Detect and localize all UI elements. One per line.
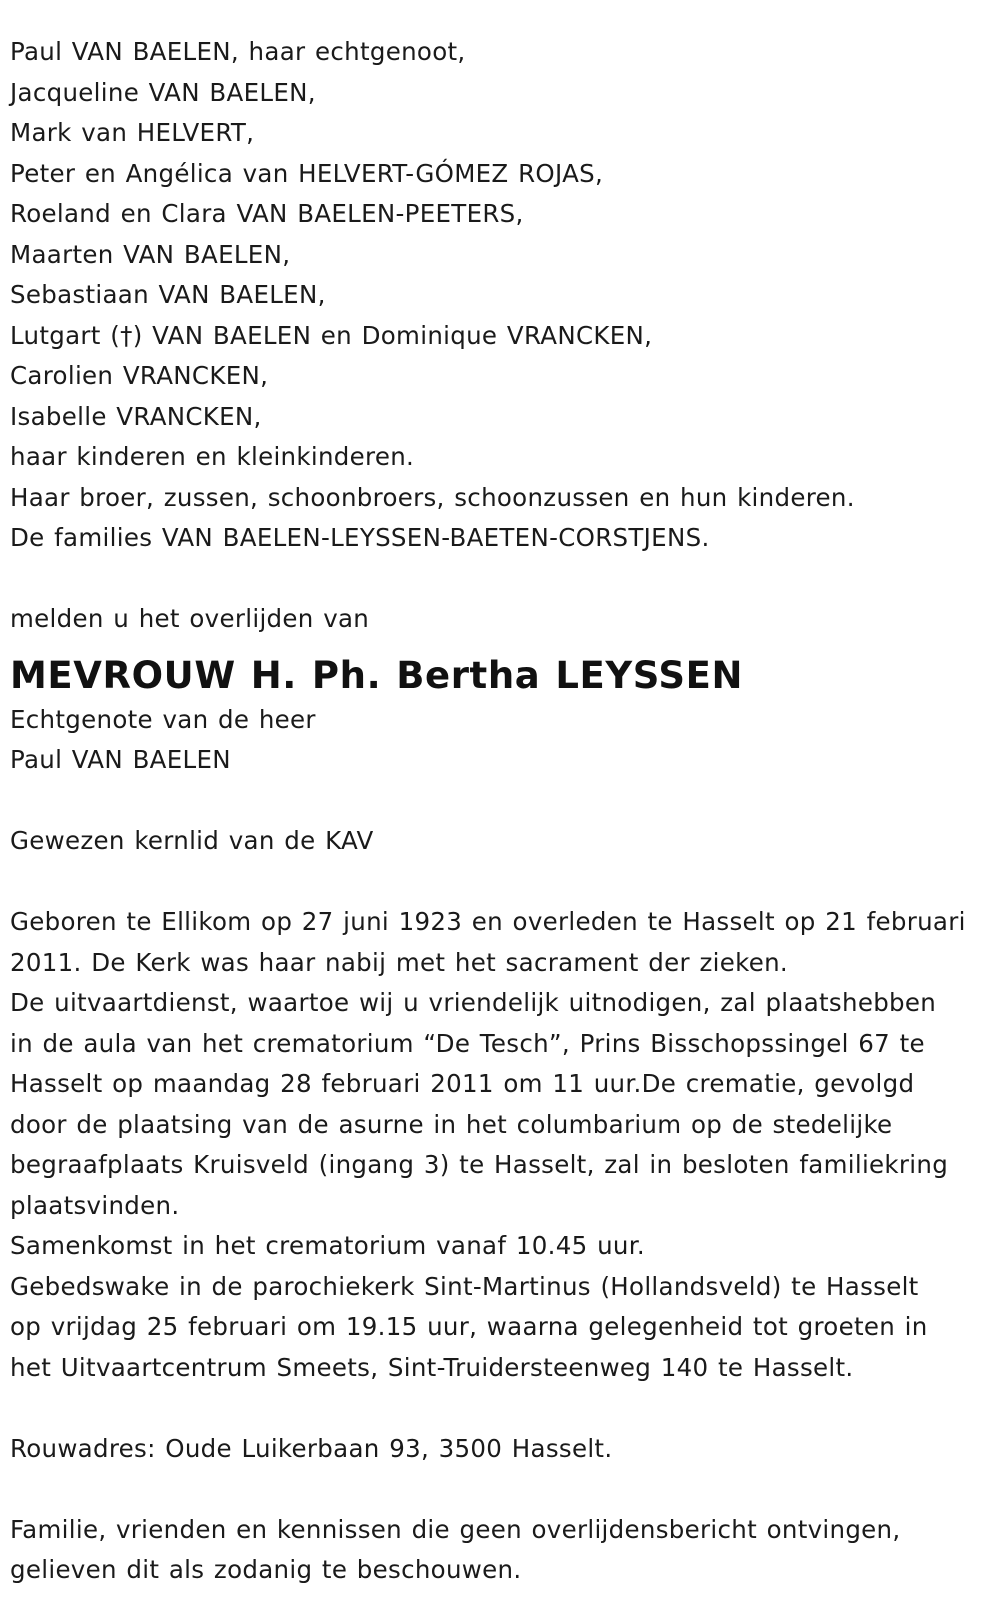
family-line: Paul VAN BAELEN, haar echtgenoot, bbox=[10, 37, 466, 66]
family-line: Lutgart (†) VAN BAELEN en Dominique VRANCKEN, bbox=[10, 320, 653, 350]
details-line: Gebedswake in de parochiekerk Sint-Martinus (Hollandsveld) te Hasselt bbox=[10, 1271, 919, 1301]
closing-line: Familie, vrienden en kennissen die geen overlijdensbericht ontvingen, bbox=[10, 1514, 901, 1544]
family-line: Mark van HELVERT, bbox=[10, 118, 255, 147]
family-list bbox=[10, 32, 990, 559]
details-line: het Uitvaartcentrum Smeets, Sint-Truidersteenweg 140 te Hasselt. bbox=[10, 1352, 854, 1382]
details-line: 2011. De Kerk was haar nabij met het sacrament der zieken. bbox=[10, 947, 788, 977]
spouse-info bbox=[10, 700, 990, 781]
funeral-details bbox=[10, 902, 990, 1388]
family-line: Haar broer, zussen, schoonbroers, schoonzussen en hun kinderen. bbox=[10, 482, 855, 512]
spacer bbox=[10, 862, 990, 903]
family-line: haar kinderen en kleinkinderen. bbox=[10, 442, 415, 471]
announcement-text: melden u het overlijden van bbox=[10, 604, 370, 633]
spacer bbox=[10, 559, 990, 600]
deceased-name: MEVROUW H. Ph. Bertha LEYSSEN bbox=[10, 653, 744, 697]
details-line: De uitvaartdienst, waartoe wij u vriendelijk uitnodigen, zal plaatshebben bbox=[10, 988, 937, 1017]
family-line: Carolien VRANCKEN, bbox=[10, 361, 269, 390]
details-line: op vrijdag 25 februari om 19.15 uur, waarna gelegenheid tot groeten in bbox=[10, 1312, 928, 1341]
details-line: plaatsvinden. bbox=[10, 1190, 180, 1220]
details-line: door de plaatsing van de asurne in het columbarium op de stedelijke bbox=[10, 1109, 893, 1139]
family-line: De families VAN BAELEN-LEYSSEN-BAETEN-CORSTJENS. bbox=[10, 523, 710, 552]
details-line: Geboren te Ellikom op 27 juni 1923 en overleden te Hasselt op 21 februari bbox=[10, 907, 966, 936]
closing-line: gelieven dit als zodanig te beschouwen. bbox=[10, 1555, 522, 1584]
spacer bbox=[10, 781, 990, 822]
spouse-line: Echtgenote van de heer bbox=[10, 704, 316, 734]
details-line: Hasselt op maandag 28 februari 2011 om 11 uur.De crematie, gevolgd bbox=[10, 1069, 915, 1098]
spacer bbox=[10, 1388, 990, 1429]
details-line: begraafplaats Kruisveld (ingang 3) te Hasselt, zal in besloten familiekring bbox=[10, 1150, 949, 1179]
family-line: Isabelle VRANCKEN, bbox=[10, 401, 262, 431]
family-line: Peter en Angélica van HELVERT-GÓMEZ ROJAS, bbox=[10, 158, 604, 188]
closing-note bbox=[10, 1510, 990, 1591]
spouse-name: Paul VAN BAELEN bbox=[10, 745, 231, 774]
family-line: Roeland en Clara VAN BAELEN-PEETERS, bbox=[10, 199, 524, 228]
family-line: Maarten VAN BAELEN, bbox=[10, 239, 291, 269]
membership-text: Gewezen kernlid van de KAV bbox=[10, 826, 374, 855]
mourning-address: Rouwadres: Oude Luikerbaan 93, 3500 Hasselt. bbox=[10, 1433, 613, 1463]
details-line: Samenkomst in het crematorium vanaf 10.45 uur. bbox=[10, 1231, 645, 1260]
spacer bbox=[10, 1469, 990, 1510]
family-line: Jacqueline VAN BAELEN, bbox=[10, 77, 316, 107]
details-line: in de aula van het crematorium “De Tesch”, Prins Bisschopssingel 67 te bbox=[10, 1028, 925, 1058]
family-line: Sebastiaan VAN BAELEN, bbox=[10, 280, 326, 309]
